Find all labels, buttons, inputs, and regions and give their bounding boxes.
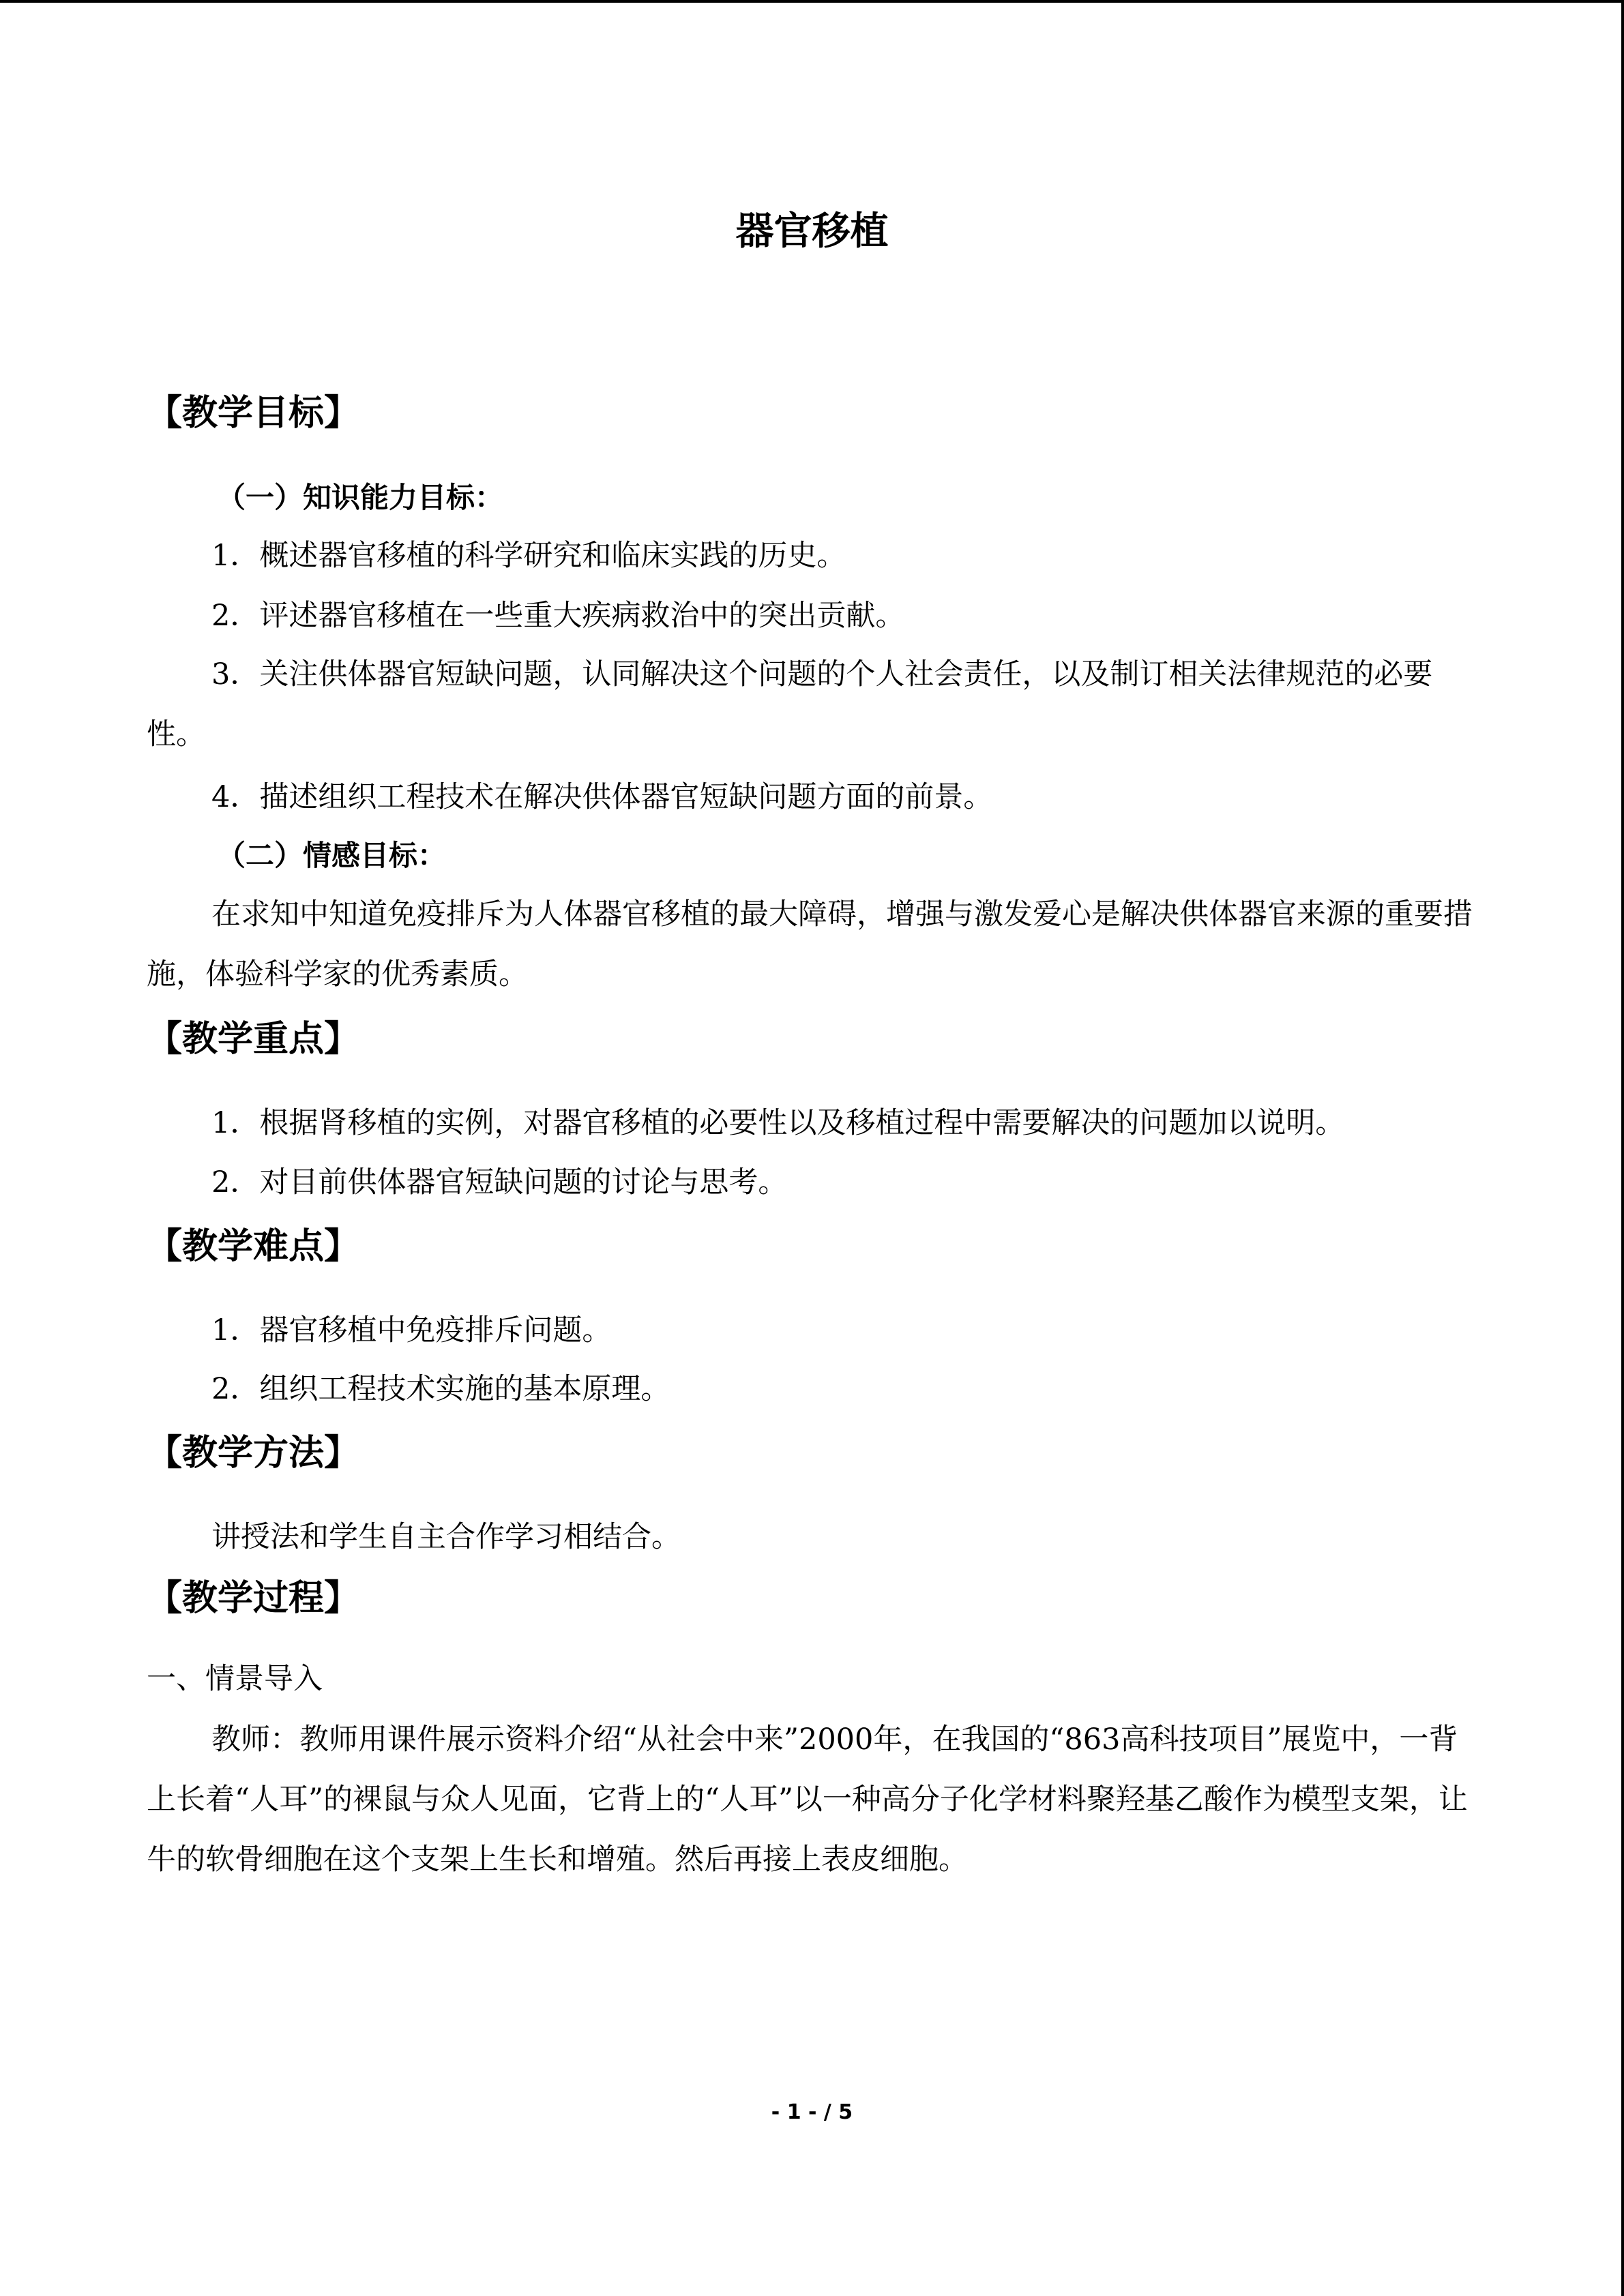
objective-item-3: 3．关注供体器官短缺问题，认同解决这个问题的个人社会责任，以及制订相关法律规范的必要性。 bbox=[147, 657, 1433, 751]
process-step-1-paragraph: 教师：教师用课件展示资料介绍“从社会中来”2000年，在我国的“863高科技项目”展览中，一背上长着“人耳”的裸鼠与众人见面，它背上的“人耳”以一种高分子化学材料聚羟基乙酸作为模型支架，让牛的软骨细胞在这个支架上生长和增殖。然后再接上表皮细胞。 bbox=[147, 1723, 1468, 1877]
section-heading-difficulties: 【教学难点】 bbox=[147, 1226, 360, 1267]
difficulty-item-2: 2．组织工程技术实施的基本原理。 bbox=[211, 1372, 670, 1406]
section-heading-key-points: 【教学重点】 bbox=[147, 1019, 360, 1060]
page-top-border bbox=[0, 0, 1624, 3]
difficulty-item-1: 1．器官移植中免疫排斥问题。 bbox=[211, 1313, 612, 1347]
key-point-item-1: 1．根据肾移植的实例，对器官移植的必要性以及移植过程中需要解决的问题加以说明。 bbox=[211, 1106, 1345, 1140]
objective-item-4: 4．描述组织工程技术在解决供体器官短缺问题方面的前景。 bbox=[211, 780, 993, 814]
section-heading-objectives: 【教学目标】 bbox=[147, 393, 360, 434]
section-heading-process: 【教学过程】 bbox=[147, 1578, 360, 1619]
document-title: 器官移植 bbox=[735, 209, 889, 254]
page-right-border bbox=[1621, 0, 1624, 2296]
section-heading-methods: 【教学方法】 bbox=[147, 1433, 360, 1474]
emotion-paragraph: 在求知中知道免疫排斥为人体器官移植的最大障碍，增强与激发爱心是解决供体器官来源的重要措施，体验科学家的优秀素质。 bbox=[147, 897, 1473, 992]
process-step-1-title: 一、情景导入 bbox=[147, 1662, 323, 1696]
objective-item-1: 1．概述器官移植的科学研究和临床实践的历史。 bbox=[211, 539, 846, 573]
sub-heading-knowledge: （一）知识能力目标： bbox=[217, 481, 504, 514]
methods-paragraph: 讲授法和学生自主合作学习相结合。 bbox=[211, 1520, 681, 1554]
objective-item-2: 2．评述器官移植在一些重大疾病救治中的突出贡献。 bbox=[211, 599, 905, 633]
key-point-item-2: 2．对目前供体器官短缺问题的讨论与思考。 bbox=[211, 1165, 788, 1199]
sub-heading-emotion: （二）情感目标： bbox=[217, 839, 447, 872]
page-number: - 1 - / 5 bbox=[771, 2100, 853, 2124]
